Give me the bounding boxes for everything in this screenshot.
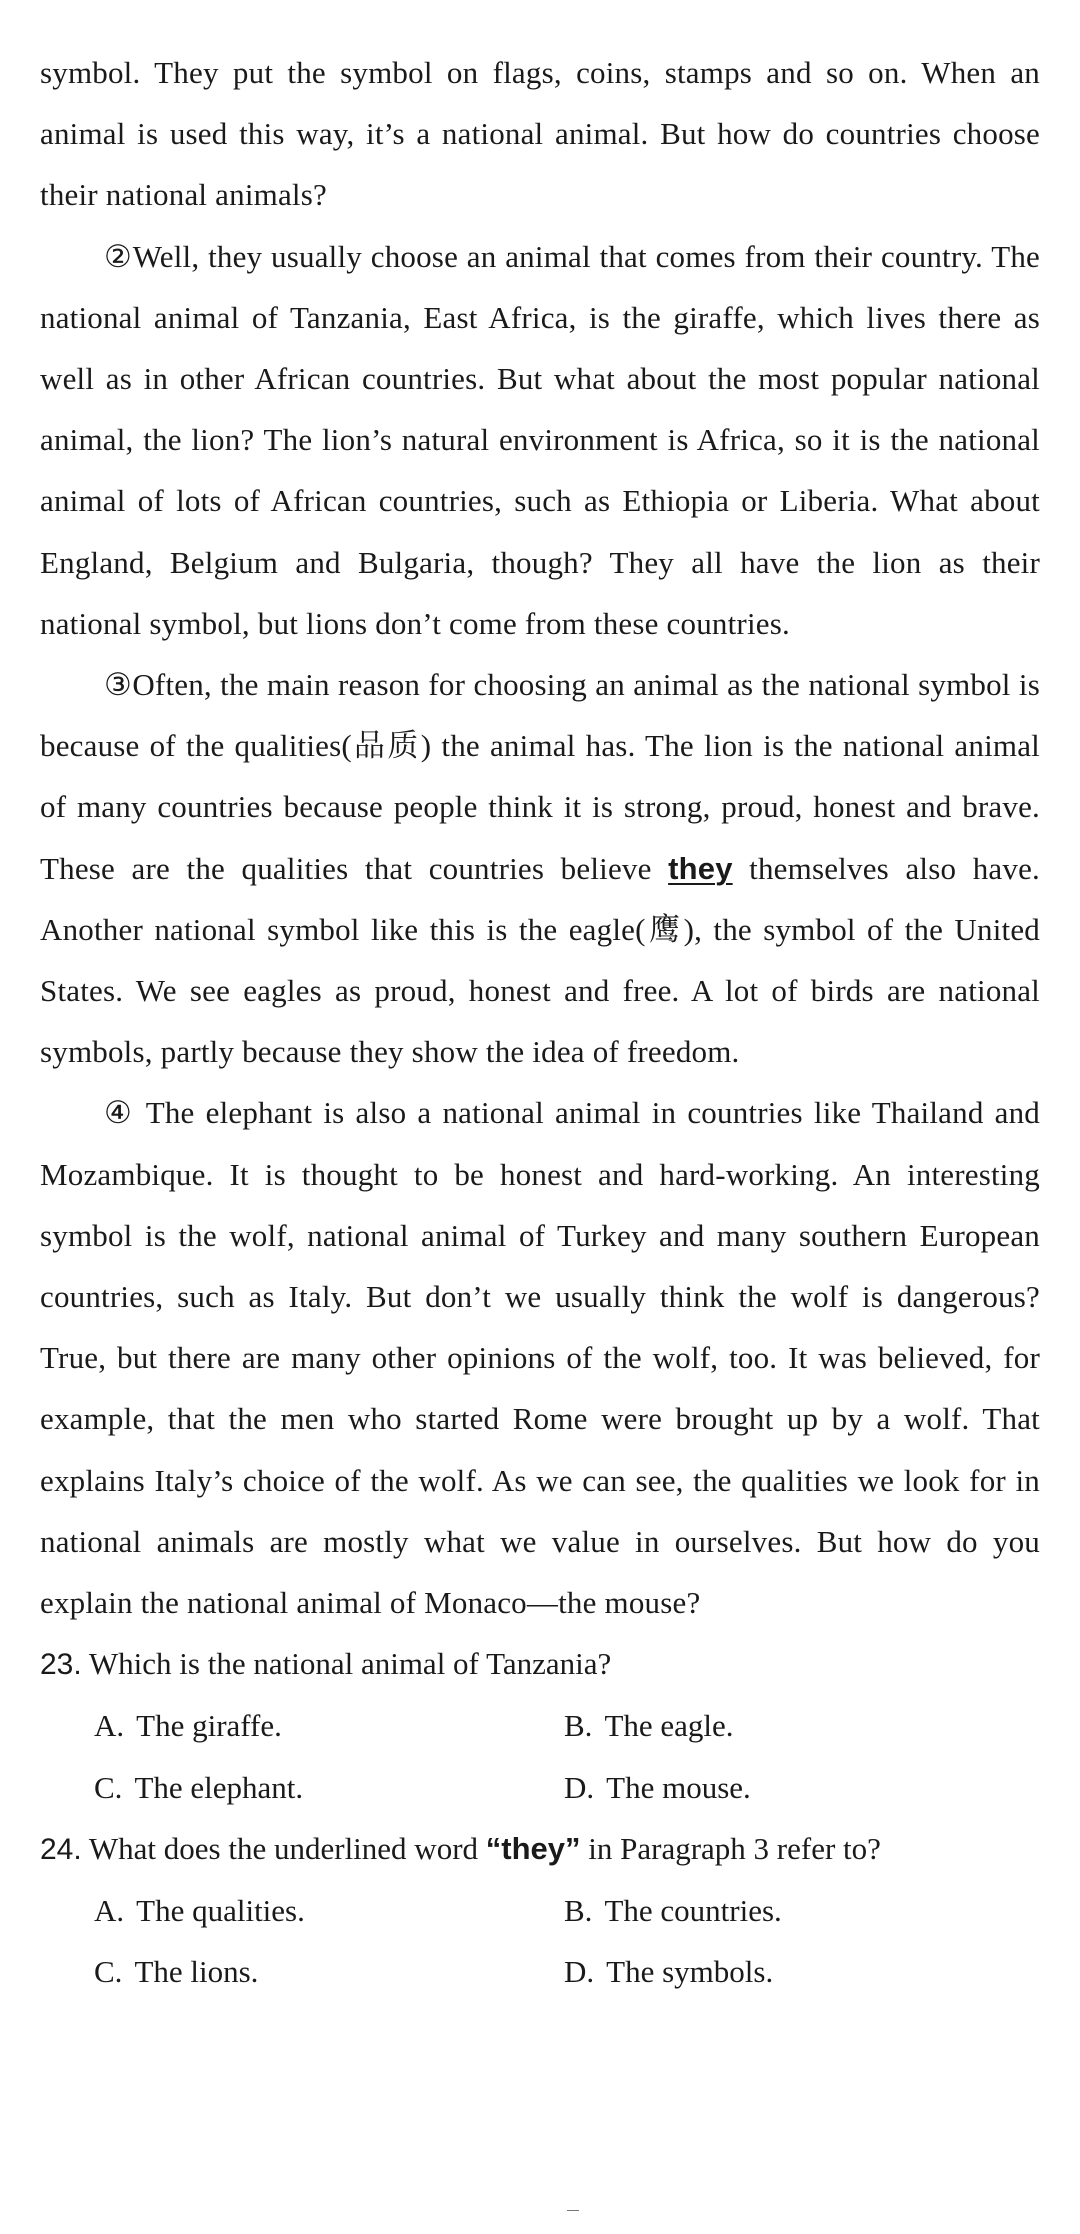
option-letter: D. (564, 1954, 595, 1990)
option-letter: C. (94, 1769, 123, 1805)
question-stem (40, 1633, 1040, 1695)
option-b[interactable] (564, 1880, 1034, 1941)
paragraph-1: symbol. They put the symbol on flags, coins, stamps and so on. When an animal is used this way, it’s a national animal. But how do countries choose their national animals? (40, 55, 1040, 213)
option-c[interactable] (94, 1941, 564, 2002)
paragraph-3-text-after: themselves also have. Another national symbol like this is the eagle(鹰), the symbol of the United States. We see eagles as proud, honest and free. A lot of birds are national symbols, partly because they show the idea of freedom. (40, 850, 1040, 1070)
paragraph-3-text-before: ③Often, the main reason for choosing an animal as the national symbol is because of the qualities(品质) the animal has. The lion is the national animal of many countries because people think it is strong, proud, honest and brave. These are the qualities that countries believe (40, 667, 1040, 886)
option-letter: C. (94, 1954, 123, 1990)
option-text: The eagle. (604, 1708, 734, 1744)
question-23 (40, 1633, 1040, 1818)
option-letter: B. (564, 1708, 593, 1744)
question-text-before: What does the underlined word (81, 1830, 486, 1866)
option-d[interactable] (564, 1941, 1034, 2002)
paragraph-4: ④ The elephant is also a national animal in countries like Thailand and Mozambique. It is thought to be honest and hard-working. An interesting symbol is the wolf, national animal of Turkey and many southern European countries, such as Italy. But don’t we usually think the wolf is dangerous? True, but there are many other opinions of the wolf, too. It was believed, for example, that the men who started Rome were brought up by a wolf. That explains Italy’s choice of the wolf. As we can see, the qualities we look for in national animals are mostly what we value in ourselves. But how do you explain the national animal of Monaco—the mouse? (40, 1095, 1040, 1621)
option-d[interactable] (564, 1757, 1034, 1818)
option-letter: B. (564, 1893, 593, 1929)
option-text: The elephant. (134, 1769, 304, 1805)
answer-options (40, 1695, 1040, 1817)
option-text: The qualities. (136, 1893, 305, 1929)
question-stem (40, 1818, 1040, 1880)
option-letter: A. (94, 1708, 125, 1744)
option-text: The countries. (604, 1893, 782, 1929)
option-text: The mouse. (606, 1769, 751, 1805)
question-text: Which is the national animal of Tanzania? (81, 1646, 612, 1682)
option-a[interactable] (94, 1695, 564, 1756)
question-number: 23. (40, 1648, 82, 1682)
question-number: 24. (40, 1832, 82, 1866)
option-c[interactable] (94, 1757, 564, 1818)
underlined-word: they (668, 850, 733, 886)
option-text: The symbols. (606, 1954, 774, 1990)
option-letter: A. (94, 1893, 125, 1929)
paragraph-3 (40, 654, 1040, 1082)
option-b[interactable] (564, 1695, 1034, 1756)
option-a[interactable] (94, 1880, 564, 1941)
question-keyword: “they” (485, 1830, 581, 1866)
option-letter: D. (564, 1769, 595, 1805)
page-footer-mark (567, 2210, 579, 2211)
option-text: The giraffe. (136, 1708, 282, 1744)
question-24 (40, 1818, 1040, 2003)
option-text: The lions. (134, 1954, 259, 1990)
answer-options (40, 1880, 1040, 2002)
paragraph-2: ②Well, they usually choose an animal that comes from their country. The national animal of Tanzania, East Africa, is the giraffe, which lives there as well as in other African countries. But what about the most popular national animal, the lion? The lion’s natural environment is Africa, so it is the national animal of lots of African countries, such as Ethiopia or Liberia. What about England, Belgium and Bulgaria, though? They all have the lion as their national symbol, but lions don’t come from these countries. (40, 238, 1040, 641)
question-text-after: in Paragraph 3 refer to? (580, 1830, 881, 1866)
